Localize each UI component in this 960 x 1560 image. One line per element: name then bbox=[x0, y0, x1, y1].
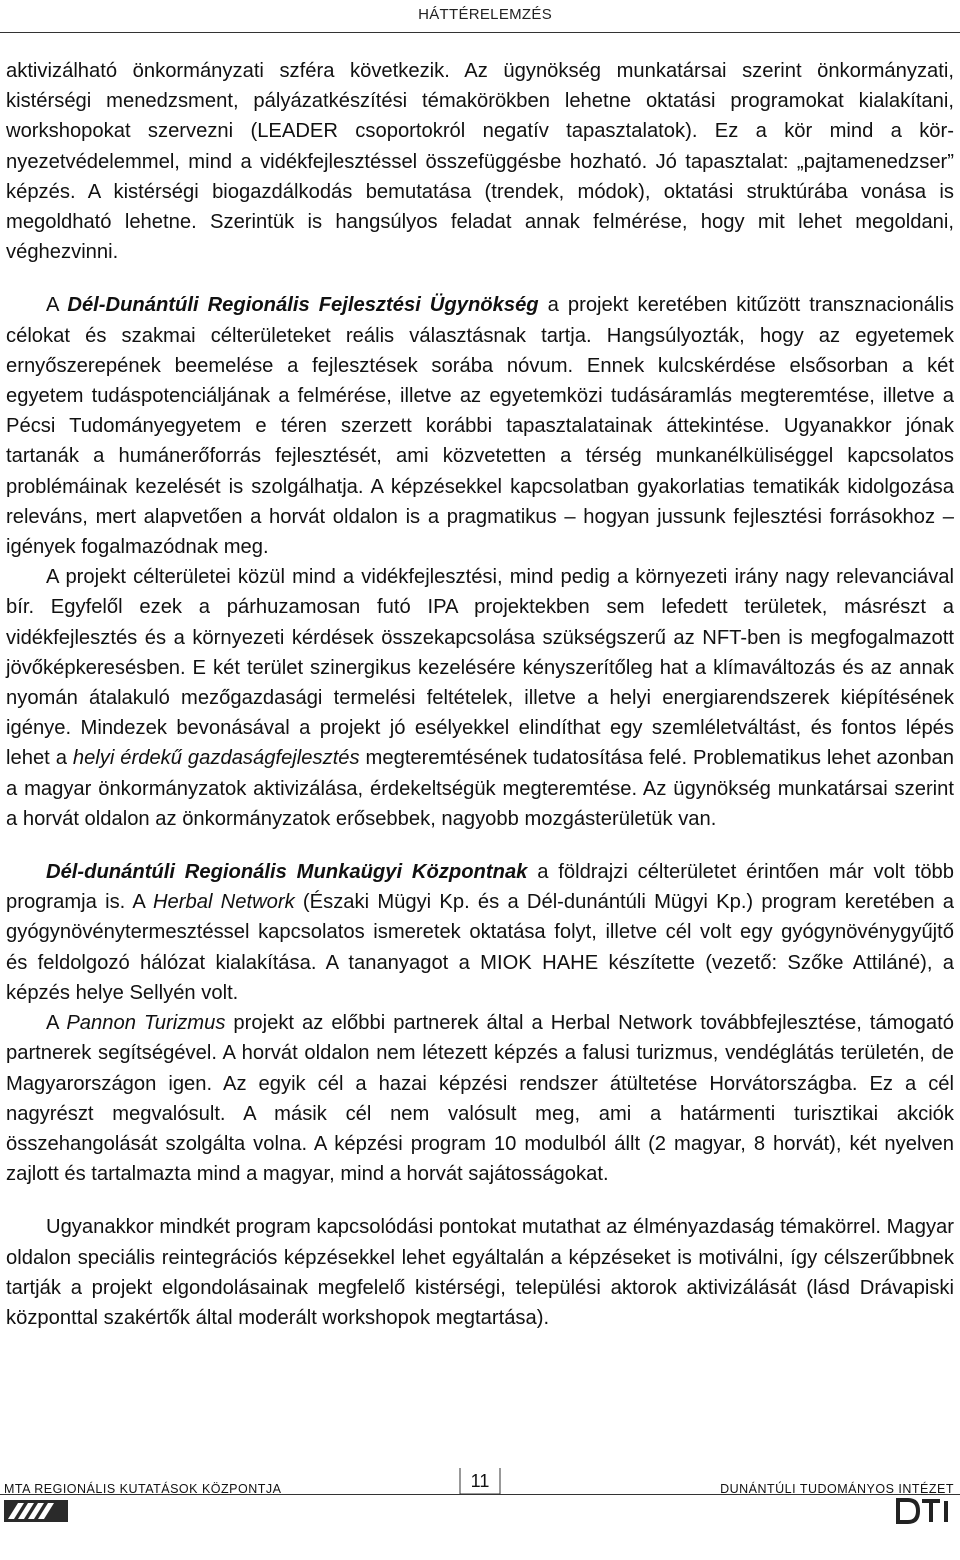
dti-logo-icon bbox=[896, 1498, 954, 1529]
footer-rule bbox=[0, 1494, 960, 1495]
org-name-ddrmk: Dél-dunántúli Regionális Munkaügyi Központnak bbox=[46, 861, 528, 884]
emphasis-pannon-turizmus: Pannon Turizmus bbox=[66, 1012, 226, 1035]
paragraph-2 bbox=[6, 290, 954, 562]
paragraph-gap bbox=[6, 834, 954, 857]
page-footer bbox=[0, 1460, 960, 1560]
paragraph-4-text-b: (Északi Mügyi Kp. és a Dél-dunántúli Mügyi Kp.) program keretében a gyógynövénytermesztéssel kapcsolatos ismeretek oktatása folyt, illetve cél volt egy gyógynövénygyűjtő és feldolgozó hálózat kialakítása. A tananyagot a MIOK HAHE készítette (vezető: Szőke Attiláné), a képzés helye Sellyén volt. bbox=[6, 891, 954, 1004]
org-name-ddrfu: Dél-Dunántúli Regionális Fejlesztési Ügynökség bbox=[67, 294, 539, 317]
paragraph-6 bbox=[6, 1212, 954, 1333]
paragraph-5-lead: A bbox=[46, 1012, 67, 1035]
paragraph-3-text-b: megteremtésének tudatosítása felé. Problematikus lehet azonban a magyar önkormányzatok aktivizálása, érdekeltségük megteremtése. Az ügynökség munkatársai szerint a horvát oldalon az önkormányzatok erősebbek, nagyobb mozgásterületük van. bbox=[6, 747, 954, 830]
paragraph-3 bbox=[6, 562, 954, 834]
footer-institute-right: DUNÁNTÚLI TUDOMÁNYOS INTÉZET bbox=[720, 1482, 954, 1496]
paragraph-gap bbox=[6, 267, 954, 290]
paragraph-gap bbox=[6, 1189, 954, 1212]
paragraph-2-text: a projekt keretében kitűzött transznacionális célokat és szakmai célterületeket reális választásnak tartja. Hangsúlyozták, hogy az egyetemek ernyőszerepének beemelése a fejlesztések sorába nóvum. Ennek kulcskérdése elsősorban a két egyetem tudáspotenciáljának a felmérése, illetve az egyetemközi tudásáramlás megteremtése, illetve a Pécsi Tudományegyetem e téren szerzett korábbi tapasztalatainak áttekintése. Ugyanakkor jónak tartanák a humánerőforrás fejlesztését, ami közvetetten a térség munkanélküliséggel kapcsolatos problémáinak kezelését is szolgálhatja. A képzésekkel kapcsolatban gyakorlatias tematikák kidolgozása releváns, mert alapvetően a horvát oldalon is a pragmatikus – hogyan jussunk fejlesztési forrásokhoz – igények fogalmazódnak meg. bbox=[6, 294, 954, 559]
rkk-logo-icon bbox=[4, 1500, 68, 1527]
body-text bbox=[6, 56, 954, 1333]
paragraph-3-text-a: A projekt célterületei közül mind a vidékfejlesztési, mind pedig a környezeti irány nagy relevanciával bír. Egyfelől ezek a párhuzamosan futó IPA projektekben sem lefedett területek, másrészt a vidékfejlesztés és a környezeti kérdések összekapcsolása szükségszerű az NFT-ben is megfogalmazott jövőképkeresésben. E két terület szinergikus kezelésére kényszerítőleg hat a klímaváltozás és az annak nyomán átalakuló mezőgazdasági termelési feltételek, illetve a helyi energiarendszerek kiépítésének igénye. Mindezek bevonásával a projekt jó esélyekkel elindíthat egy szemléletváltást, és fontos lépés lehet a bbox=[6, 566, 954, 770]
header-title: HÁTTÉRELEMZÉS bbox=[418, 6, 552, 23]
paragraph-4-text-a: a földrajzi célterületet érintően már volt több programja is. A bbox=[6, 861, 954, 914]
footer-institute-left: MTA REGIONÁLIS KUTATÁSOK KÖZPONTJA bbox=[4, 1482, 282, 1496]
paragraph-2-lead: A bbox=[46, 294, 68, 317]
paragraph-6-text: Ugyanakkor mindkét program kapcsolódási pontokat mutathat az élményazdaság témakörrel. Magyar oldalon speciális reintegrációs képzésekkel lehet egyáltalán a képzéseket is motiválni, így célszerűbbnek tartják a projekt elgondolásainak megfelelő kistérségi, települési aktorok aktivizálását (lásd Drávapiski központtal szakértők által moderált workshopok megtartása). bbox=[6, 1216, 954, 1329]
page-header bbox=[0, 0, 960, 34]
emphasis-helyi-erdeku: helyi érdekű gazdaságfejlesztés bbox=[72, 747, 360, 770]
header-rule bbox=[0, 32, 960, 33]
paragraph-1-text: aktivizálható önkormányzati szféra következik. Az ügynökség munkatársai szerint önkormányzati, kistérségi menedzsment, pályázatkészítési témakörökben lehetne oktatási programokat kialakítani, workshopokat szervezni (LEADER csoportokról negatív tapasztalatok). Ez a kör mind a környezetvédelemmel, mind a vidékfejlesztéssel összefüggésbe hozható. Jó tapasztalat: „pajtamenedzser” képzés. A kistérségi biogazdálkodás bemutatása (trendek, módok), oktatási struktúrába vonása is megoldható lehetne. Szerintük is hangsúlyos feladat annak felmérése, hogy mit lehet megoldani, véghezvinni. bbox=[6, 60, 954, 264]
emphasis-herbal-network: Herbal Network bbox=[152, 891, 295, 914]
paragraph-1 bbox=[6, 56, 954, 267]
paragraph-5 bbox=[6, 1008, 954, 1189]
paragraph-5-text: projekt az előbbi partnerek által a Herbal Network továbbfejlesztése, támogató partnerek segítségével. A horvát oldalon nem létezett képzés a falusi turizmus, vendéglátás területén, de Magyarországon igen. Az egyik cél a hazai képzési rendszer átültetése Horvátországba. Ez a cél nagyrészt megvalósult. A másik cél nem valósult meg, ami a határmenti turisztikai akciók összehangolását szolgálta volna. A képzési program 10 modulból állt (2 magyar, 8 horvát), két nyelven zajlott és tartalmazta mind a magyar, mind a horvát sajátosságokat. bbox=[6, 1012, 954, 1186]
page-number-value: 11 bbox=[470, 1471, 490, 1491]
paragraph-4 bbox=[6, 857, 954, 1008]
